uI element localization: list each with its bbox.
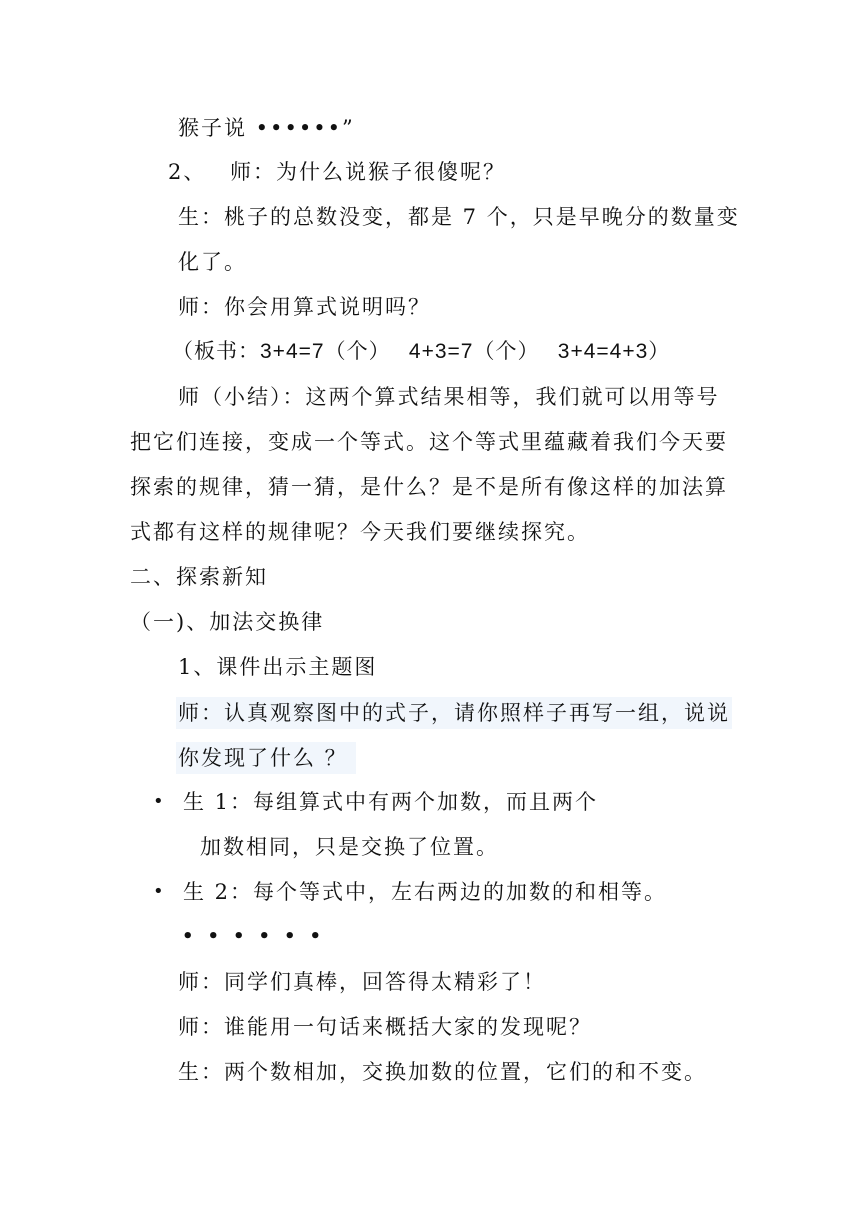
highlighted-text-line: 你发现了什么 ？ bbox=[176, 742, 356, 774]
text-line: 猴子说 ••••••” bbox=[178, 116, 355, 140]
text-line: 把它们连接，变成一个等式。这个等式里蕴藏着我们今天要 bbox=[130, 430, 728, 454]
text-line: 师（小结）：这两个算式结果相等，我们就可以用等号 bbox=[178, 385, 720, 409]
list-number: 2、 bbox=[168, 160, 207, 184]
list-item-text: 生 2：每个等式中，左右两边的加数的和相等。 bbox=[183, 880, 668, 904]
ellipsis-dots: •••••• bbox=[182, 926, 336, 947]
text-line: 师：你会用算式说明吗？ bbox=[178, 295, 431, 319]
list-item-text: 加数相同，只是交换了位置。 bbox=[200, 835, 499, 859]
section-heading: 二、探索新知 bbox=[130, 565, 268, 589]
text-line: 1、课件出示主题图 bbox=[178, 655, 378, 679]
text-line: 式都有这样的规律呢？今天我们要继续探究。 bbox=[130, 520, 590, 544]
text-line: 生：两个数相加，交换加数的位置，它们的和不变。 bbox=[178, 1060, 707, 1084]
text-line: 师：谁能用一句话来概括大家的发现呢？ bbox=[178, 1015, 592, 1039]
text-line: 师：同学们真棒，回答得太精彩了！ bbox=[178, 970, 546, 994]
subsection-heading: （一)、加法交换律 bbox=[130, 610, 325, 634]
text-line: 化了。 bbox=[178, 250, 247, 274]
highlighted-text-line: 师：认真观察图中的式子，请你照样子再写一组，说说 bbox=[176, 697, 732, 729]
bullet-icon: • bbox=[153, 881, 166, 902]
text-line: 生：桃子的总数没变，都是 7 个，只是早晚分的数量变 bbox=[178, 205, 740, 229]
text-line: 探索的规律，猜一猜，是什么？是不是所有像这样的加法算 bbox=[130, 475, 728, 499]
blackboard-formula-line: （板书：3+4=7（个） 4+3=7（个） 3+4=4+3） bbox=[172, 340, 671, 363]
list-item-text: 生 1：每组算式中有两个加数，而且两个 bbox=[183, 790, 599, 814]
text-line: 师：为什么说猴子很傻呢？ bbox=[230, 160, 506, 184]
bullet-icon: • bbox=[153, 791, 166, 812]
